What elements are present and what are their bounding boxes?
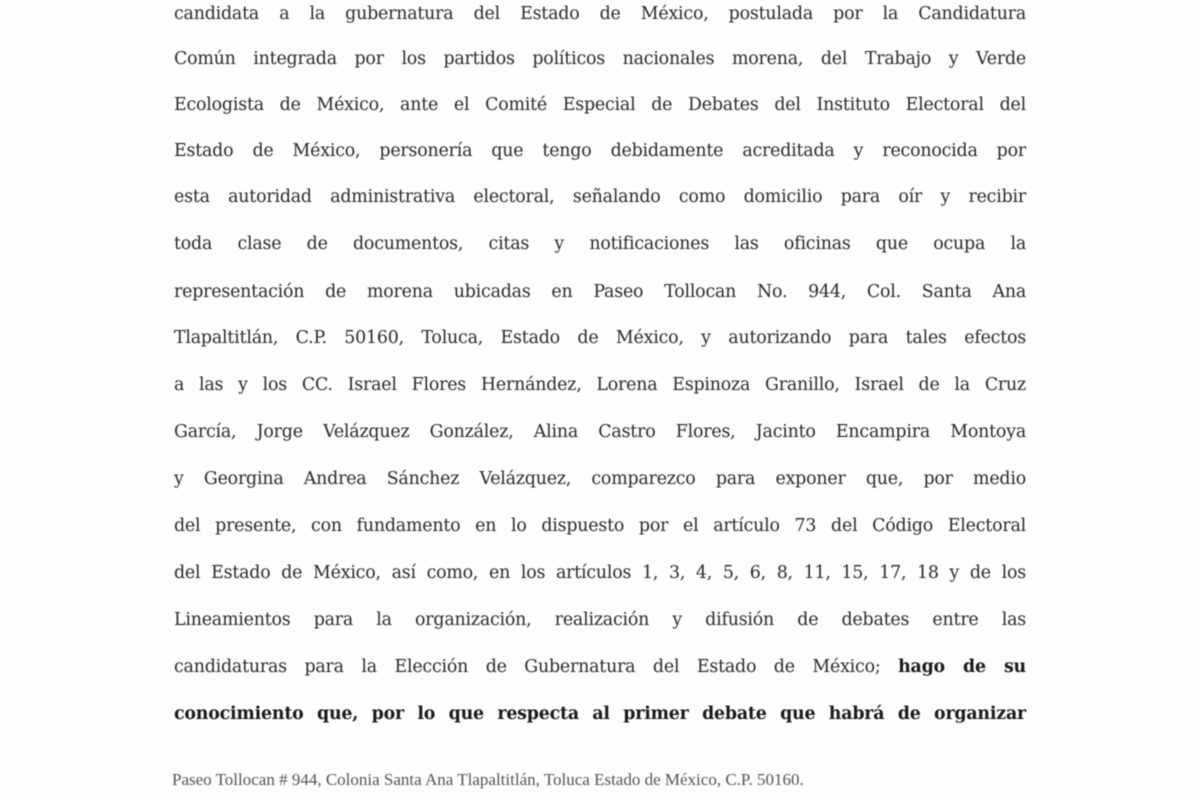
- body-line: Estado de México, personería que tengo debidamente acreditada y reconocida por: [174, 141, 1026, 161]
- body-line: y Georgina Andrea Sánchez Velázquez, comparezco para exponer que, por medio: [174, 469, 1026, 489]
- body-line: toda clase de documentos, citas y notificaciones las oficinas que ocupa la: [174, 234, 1026, 254]
- body-line: del presente, con fundamento en lo dispuesto por el artículo 73 del Código Electoral: [174, 516, 1026, 536]
- body-text: candidaturas para la Elección de Gubernatura del Estado de México;: [174, 657, 881, 677]
- body-line: Ecologista de México, ante el Comité Especial de Debates del Instituto Electoral del: [174, 95, 1026, 115]
- body-line: representación de morena ubicadas en Paseo Tollocan No. 944, Col. Santa Ana: [174, 282, 1026, 302]
- body-line: Común integrada por los partidos políticos nacionales morena, del Trabajo y Verde: [174, 49, 1026, 69]
- body-line: Lineamientos para la organización, realización y difusión de debates entre las: [174, 610, 1026, 630]
- bold-text: conocimiento que, por lo que respecta al primer debate que habrá de organizar: [174, 704, 1026, 724]
- body-line: García, Jorge Velázquez González, Alina Castro Flores, Jacinto Encampira Montoya: [174, 422, 1026, 442]
- body-line: a las y los CC. Israel Flores Hernández, Lorena Espinoza Granillo, Israel de la Cruz: [174, 375, 1026, 395]
- body-line: Tlapaltitlán, C.P. 50160, Toluca, Estado de México, y autorizando para tales efectos: [174, 328, 1026, 348]
- page-footer-address: Paseo Tollocan # 944, Colonia Santa Ana Tlapaltitlán, Toluca Estado de México, C.P. 50160.: [172, 770, 804, 789]
- body-line: esta autoridad administrativa electoral, señalando como domicilio para oír y recibir: [174, 187, 1026, 207]
- body-line: [174, 702, 1026, 726]
- bold-text: hago de su: [898, 657, 1026, 677]
- body-line: candidata a la gubernatura del Estado de México, postulada por la Candidatura: [174, 4, 1026, 24]
- body-line: [174, 655, 1026, 679]
- body-line: del Estado de México, así como, en los artículos 1, 3, 4, 5, 6, 8, 11, 15, 17, 18 y de los: [174, 563, 1026, 583]
